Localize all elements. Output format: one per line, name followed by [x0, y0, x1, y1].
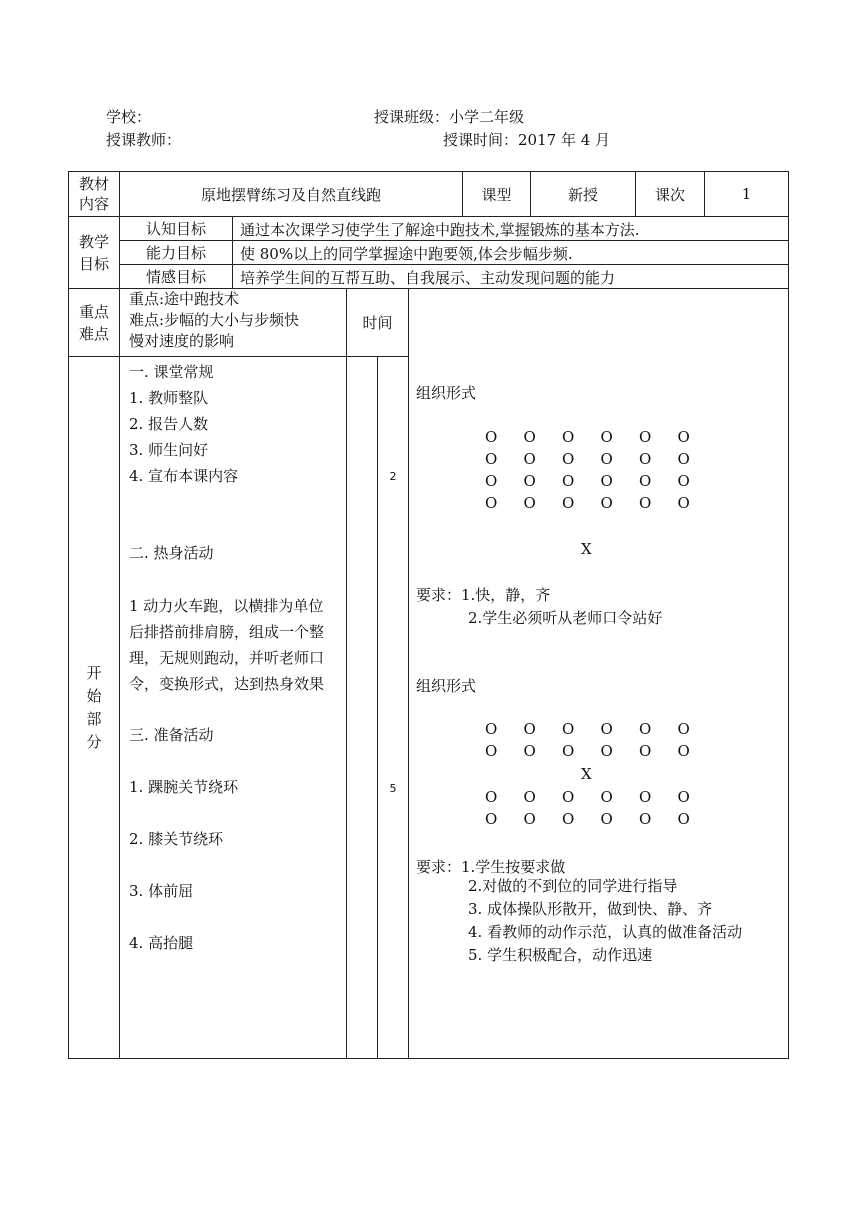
warmup-text: 1 动力火车跑，以横排为单位 后排搭前排肩膀，组成一个整理，无规则跑动，并听老师口令，变换形式，达到热身效果: [129, 597, 325, 693]
goals-label: 教学 目标: [78, 232, 109, 273]
goal-text-cognitive: 通过本次课学习使学生了解途中跑技术,掌握锻炼的基本方法.: [240, 221, 640, 239]
formation-row: O O O O O O: [485, 810, 690, 828]
org1-teacher-mark: X: [581, 540, 592, 558]
type-value: 新授: [567, 185, 598, 204]
org1-formation: [485, 426, 716, 514]
formation-row: O O O O O O: [485, 450, 690, 468]
prep-item-4: 4. 高抬腿: [129, 934, 194, 952]
content-value: 原地摆臂练习及自然直线跑: [200, 185, 381, 204]
org2-teacher-mark: X: [581, 765, 592, 783]
prep-item-2: 2. 膝关节绕环: [129, 830, 224, 848]
org2-req-1: 要求：1.学生按要求做: [416, 858, 566, 876]
formation-row: O O O O O O: [485, 742, 690, 760]
org2-req-list: 2.对做的不到位的同学进行指导 3. 成体操队形散开，做到快、静、齐 4. 看教师的动作示范，认真的做准备活动 5. 学生积极配合，动作迅速: [468, 877, 743, 964]
goal-name-cognitive: 认知目标: [145, 220, 206, 238]
org1-req-1: 要求：1.快，静，齐: [416, 586, 551, 604]
session-value: 1: [741, 185, 752, 203]
routine-list: 一. 课堂常规 1. 教师整队 2. 报告人数 3. 师生问好 4. 宣布本课内容: [129, 363, 239, 485]
key-label: 重点 难点: [78, 302, 109, 343]
teacher-label: 授课教师：: [106, 131, 182, 149]
formation-row: O O O O O O: [485, 428, 690, 446]
formation-row: O O O O O O: [485, 720, 690, 738]
type-label: 课型: [481, 185, 512, 204]
warmup-title: 二. 热身活动: [129, 544, 214, 562]
org2-title: 组织形式: [416, 677, 477, 695]
time-label: 授课时间：2017 年 4 月: [443, 131, 611, 149]
org2-formation-bottom: [485, 786, 716, 830]
time-header: 时间: [362, 314, 393, 332]
org1-req-2: 2.学生必须听从老师口令站好: [468, 609, 663, 627]
content-label: 教材 内容: [78, 175, 109, 213]
org2-formation-top: [485, 718, 716, 762]
key-points: 重点:途中跑技术 难点:步幅的大小与步频快 慢对速度的影响: [129, 290, 300, 350]
goal-text-ability: 使 80%以上的同学掌握途中跑要领,体会步幅步频.: [240, 245, 573, 263]
formation-row: O O O O O O: [485, 472, 690, 490]
class-label: 授课班级：小学二年级: [374, 108, 525, 126]
start-section-label: 开 始 部 分: [86, 663, 102, 751]
prep-item-3: 3. 体前屈: [129, 882, 194, 900]
time-value-2: 5: [389, 781, 397, 795]
time-value-1: 2: [389, 469, 397, 483]
formation-row: O O O O O O: [485, 788, 690, 806]
goal-text-emotion: 培养学生间的互帮互助、自我展示、主动发现问题的能力: [240, 269, 616, 287]
school-label: 学校：: [106, 108, 152, 126]
formation-row: O O O O O O: [485, 494, 690, 512]
goal-name-emotion: 情感目标: [145, 268, 206, 286]
session-label: 课次: [654, 185, 685, 204]
goal-name-ability: 能力目标: [145, 244, 206, 262]
prep-item-1: 1. 踝腕关节绕环: [129, 778, 239, 796]
prep-title: 三. 准备活动: [129, 726, 214, 744]
org1-title: 组织形式: [416, 384, 477, 402]
